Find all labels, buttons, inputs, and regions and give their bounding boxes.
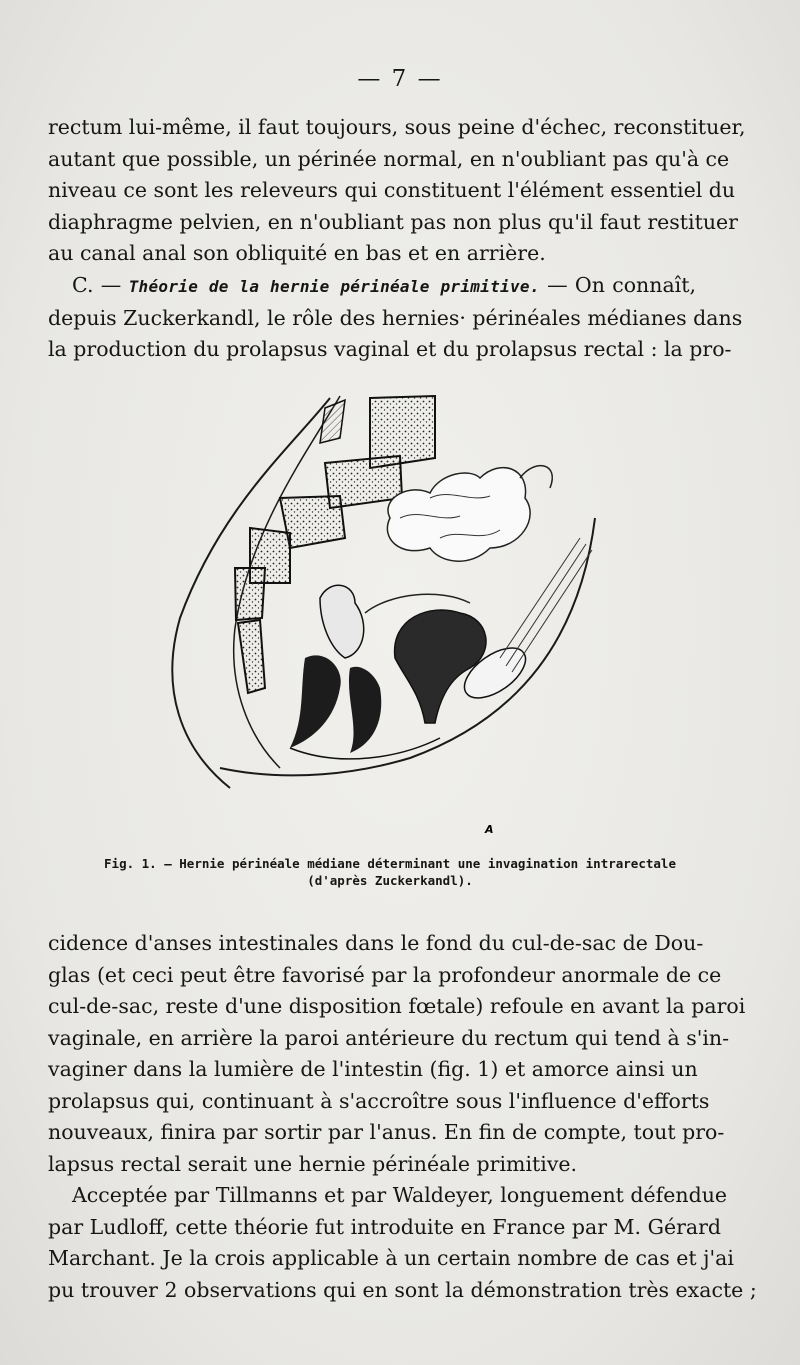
caption-line-1: Fig. 1. — Hernie périnéale médiane déterminant une invagination intrarectale [104,856,676,871]
anatomical-figure [140,388,610,848]
text-line: Acceptée par Tillmanns et par Waldeyer, longuement défendue [72,1183,728,1207]
paragraph-1 [48,112,746,270]
section-title: Théorie de la hernie périnéale primitive. [128,277,540,296]
figure-caption [60,855,720,889]
text-line: lapsus rectal serait une hernie périnéale primitive. [48,1151,578,1176]
text-line: pu trouver 2 observations qui en sont la démonstration très exacte ; [48,1277,757,1302]
section-prefix: C. — [72,273,122,297]
page-number: — 7 — [357,66,443,92]
text-line: vaginale, en arrière la paroi antérieure du rectum qui tend à s'in- [48,1025,730,1050]
text-line: nouveaux, finira par sortir par l'anus. En fin de compte, tout pro- [48,1120,725,1144]
text-line: cul-de-sac, reste d'une disposition fœtale) refoule en avant la paroi [48,994,746,1018]
text-line: la production du prolapsus vaginal et du prolapsus rectal : la pro- [48,337,732,361]
paragraph-3 [48,1180,757,1306]
section-heading-line [48,270,696,303]
text-line: depuis Zuckerkandl, le rôle des hernies· périnéales médianes dans [48,305,743,330]
text-line: glas (et ceci peut être favorisé par la profondeur anormale de ce [48,962,722,987]
text-line: cidence d'anses intestinales dans le fond du cul-de-sac de Dou- [48,931,704,955]
paragraph-2 [48,928,746,1180]
text-line: au canal anal son obliquité en bas et en arrière. [48,241,546,265]
text-line: vaginer dans la lumière de l'intestin (fig. 1) et amorce ainsi un [48,1057,698,1081]
text-line: par Ludloff, cette théorie fut introduite en France par M. Gérard [48,1214,722,1239]
text-line: niveau ce sont les releveurs qui constituent l'élément essentiel du [48,178,736,202]
caption-line-2: (d'après Zuckerkandl). [307,873,473,888]
text-line: rectum lui-même, il faut toujours, sous peine d'échec, reconstituer, [48,115,746,139]
section-paragraph [48,270,743,366]
section-heading-rest: — On connaît, [547,273,696,297]
figure-mark: A [485,823,494,836]
text-line: Marchant. Je la crois applicable à un certain nombre de cas et j'ai [48,1246,734,1270]
text-line: prolapsus qui, continuant à s'accroître sous l'influence d'efforts [48,1088,710,1113]
text-line: diaphragme pelvien, en n'oubliant pas non plus qu'il faut restituer [48,209,738,234]
text-line: autant que possible, un périnée normal, en n'oubliant pas qu'à ce [48,146,730,171]
